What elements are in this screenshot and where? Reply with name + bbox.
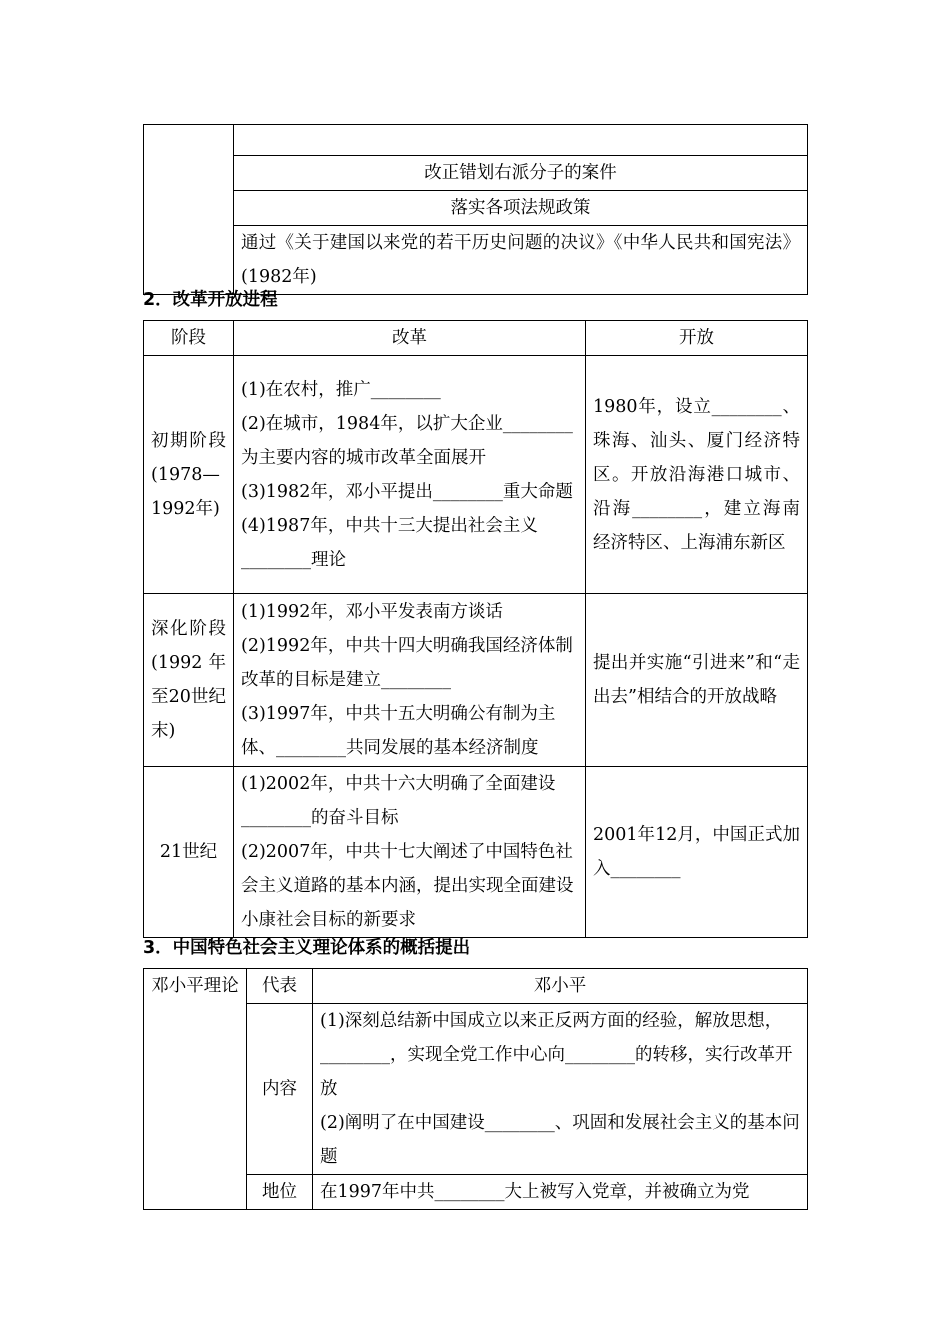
section-heading-theory-system: 3．中国特色社会主义理论体系的概括提出 [143,938,471,958]
table1-left-cell [144,125,234,295]
reform-item: (4)1987年，中共十三大提出社会主义________理论 [241,515,538,570]
content-item: (2)阐明了在中国建设________、巩固和发展社会主义的基本问题 [320,1113,800,1167]
stage-cell: 21世纪 [144,767,234,938]
stage-cell: 深化阶段(1992年至20世纪末) [144,594,234,767]
table1-row: 落实各项法规政策 [234,191,808,226]
open-cell: 1980年，设立________、珠海、汕头、厦门经济特区。开放沿海港口城市、沿海________，建立海南经济特区、上海浦东新区 [586,356,808,594]
header-reform: 改革 [234,321,586,356]
theory-name: 邓小平理论 [151,976,239,996]
table-reform-process [143,320,808,938]
theory-name-cell [144,969,247,1210]
header-open: 开放 [586,321,808,356]
rep-value: 邓小平 [313,969,808,1004]
header-stage: 阶段 [144,321,234,356]
table1-row: 通过《关于建国以来党的若干历史问题的决议》《中华人民共和国宪法》(1982年) [234,226,808,295]
table1-row-empty [234,125,808,156]
status-label: 地位 [247,1175,313,1210]
reform-item: (3)1982年，邓小平提出________重大命题 [241,481,573,502]
reform-item: (2)在城市，1984年，以扩大企业________为主要内容的城市改革全面展开 [241,413,573,468]
section-heading-reform-process: 2．改革开放进程 [143,290,278,310]
reform-item: (2)1992年，中共十四大明确我国经济体制改革的目标是建立________ [241,636,573,690]
reform-item: (3)1997年，中共十五大明确公有制为主体、________共同发展的基本经济制度 [241,704,556,758]
stage-cell: 初期阶段(1978—1992年) [144,356,234,594]
content-item: (1)深刻总结新中国成立以来正反两方面的经验，解放思想，________，实现全党工作中心向________的转移，实行改革开放 [320,1011,793,1099]
status-value: 在1997年中共________大上被写入党章，并被确立为党 [313,1175,808,1210]
rep-label: 代表 [247,969,313,1004]
content-label: 内容 [247,1004,313,1175]
table-rectification [143,124,808,295]
reform-item: (2)2007年，中共十七大阐述了中国特色社会主义道路的基本内涵，提出实现全面建设小康社会目标的新要求 [241,842,574,930]
content-cell [313,1004,808,1175]
reform-cell [234,767,586,938]
reform-cell [234,356,586,594]
open-cell: 提出并实施“引进来”和“走出去”相结合的开放战略 [586,594,808,767]
reform-item: (1)在农村，推广________ [241,379,441,400]
reform-item: (1)1992年，邓小平发表南方谈话 [241,602,503,622]
reform-cell [234,594,586,767]
open-cell: 2001年12月，中国正式加入________ [586,767,808,938]
table1-row: 改正错划右派分子的案件 [234,156,808,191]
table-deng-theory [143,968,808,1210]
reform-item: (1)2002年，中共十六大明确了全面建设________的奋斗目标 [241,774,556,828]
